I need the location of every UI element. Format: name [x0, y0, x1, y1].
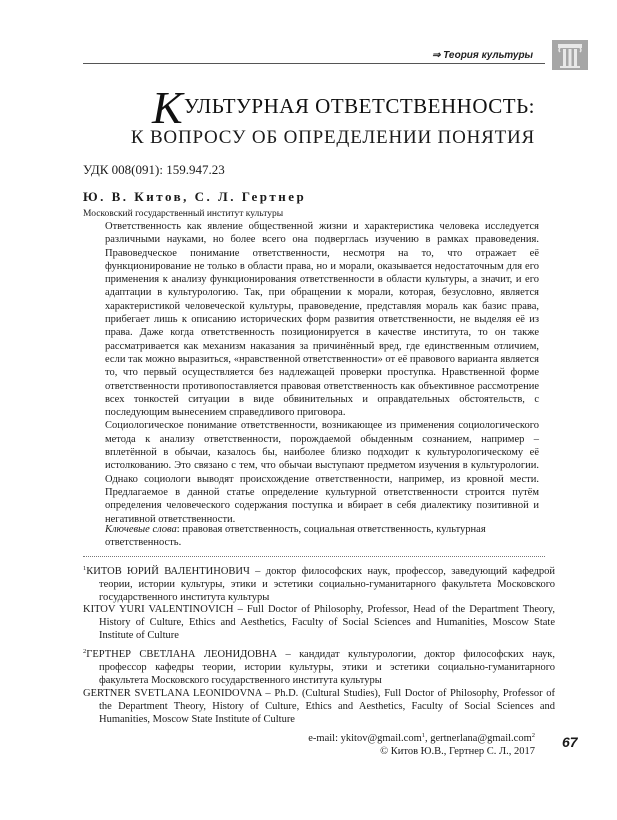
- footnote-2-en: GERTNER SVETLANA LEONIDOVNA – Ph.D. (Cultural Studies), Full Doctor of Philosophy, Professor of the Department Theory, History of Culture, Ethics and Aesthetics, Faculty of Social Sciences and Humanities, Moscow State Institute of Culture: [83, 688, 555, 726]
- footnote-2-ru: [83, 645, 555, 688]
- footnote-1-en: KITOV YURI VALENTINOVICH – Full Doctor of Philosophy, Professor, Head of the Department Theory, History of Culture, Ethics and Aesthetics, Faculty of Social Sciences and Humanities, Moscow State Institute of Culture: [83, 604, 555, 642]
- keywords-label: Ключевые слова: [105, 524, 177, 535]
- udk-code: УДК 008(091): 159.947.23: [83, 162, 225, 177]
- abstract-paragraph-2: Социологическое понимание ответственности, возникающее из применения социологического метода к анализу ответственности, порождаемой обыденным сознанием, например – вплетённой в обычаи, казалось бы, наиболее близко подходит к культурологическому её истолкованию. Это связано с тем, что обычаи выступают предметом изучения в культурологии. Однако социологи выводят происхождение ответственности, например, из кровной мести. Предлагаемое в данной статье определение культурной ответственности строится путём определения человеческого содержания поступка и вбирает в себя диалектику позитивной и негативной ответственности.: [105, 420, 539, 525]
- email-2: , gertnerlana@gmail.com: [424, 733, 532, 744]
- abstract-paragraph-1: Ответственность как явление общественной жизни и характеристика человека исследуется различными науками, но более всего она подверглась изучению в рамках правоведения. Правоведческое понимание ответственности, несмотря на то, что отражает её функционирование не только в области права, но и морали, оказывается недостаточным для его применения к анализу функционирования ответственности в области культуры, а значит, и его адаптации в культурологию. Так, при обращении к морали, которая, безусловно, является характеристикой человеческой культуры, правоведение, представляя мораль как базис права, прибегает лишь к описанию исторических форм развития ответственности, не выделяя её из права. Даже когда ответственность позиционируется в качестве института, то он также рассматривается как механизм наказания за причинённый вред, где единственным отличием, если так можно выразиться, «нравственной ответственности» от её правового варианта является то, что первый осуществляется без надлежащей проверки проступка. Нравственной форме ответственности противопоставляется правовая ответственность как объективное рассмотрение всех тонкостей ситуации в виде обвинительных и оправдательных обстоятельств, с последующим вынесением справедливого приговора.: [105, 221, 539, 419]
- footnote-1-ru-text: КИТОВ ЮРИЙ ВАЛЕНТИНОВИЧ – доктор философских наук, профессор, заведующий кафедрой теории, истории культуры, этики и эстетики социально-гуманитарного факультета Московского государственного института культуры: [86, 566, 555, 604]
- arrow-icon: ⇒: [432, 50, 441, 61]
- footnote-separator: [83, 556, 545, 557]
- article-title-line2: К ВОПРОСУ ОБ ОПРЕДЕЛЕНИИ ПОНЯТИЯ: [130, 127, 535, 148]
- authors: Ю. В. Китов, С. Л. Гертнер: [83, 189, 307, 204]
- keywords-text: : правовая ответственность, социальная ответственность, культурная ответственность.: [105, 524, 486, 549]
- footnote-2-mark: 2: [83, 648, 87, 655]
- email-line: [308, 732, 535, 744]
- title-line1-text: УЛЬТУРНАЯ ОТВЕТСТВЕННОСТЬ:: [184, 94, 535, 118]
- copyright: © Китов Ю.В., Гертнер С. Л., 2017: [380, 746, 535, 757]
- footnote-1-mark: 1: [83, 565, 87, 572]
- header-rule: [83, 63, 545, 64]
- title-drop-cap: К: [151, 82, 183, 133]
- email-1-mark: 1: [421, 732, 425, 739]
- affiliation: Московский государственный институт культуры: [83, 209, 284, 219]
- footnote-2-ru-text: ГЕРТНЕР СВЕТЛАНА ЛЕОНИДОВНА – кандидат культурологии, доктор философских наук, профессор кафедры теории, истории культуры, этики и эстетики социально-гуманитарного факультета Московского государственного института культуры: [86, 649, 555, 687]
- column-logo-icon: [552, 40, 588, 70]
- article-title-line1: [151, 82, 535, 133]
- abstract: [105, 220, 539, 526]
- footnote-1-ru: [83, 562, 555, 605]
- email-1: e-mail: ykitov@gmail.com: [308, 733, 422, 744]
- section-label: Теория культуры: [443, 50, 534, 61]
- page-number: 67: [562, 734, 578, 750]
- keywords: [105, 523, 539, 550]
- email-2-mark: 2: [531, 732, 535, 739]
- running-section-title: [432, 50, 533, 61]
